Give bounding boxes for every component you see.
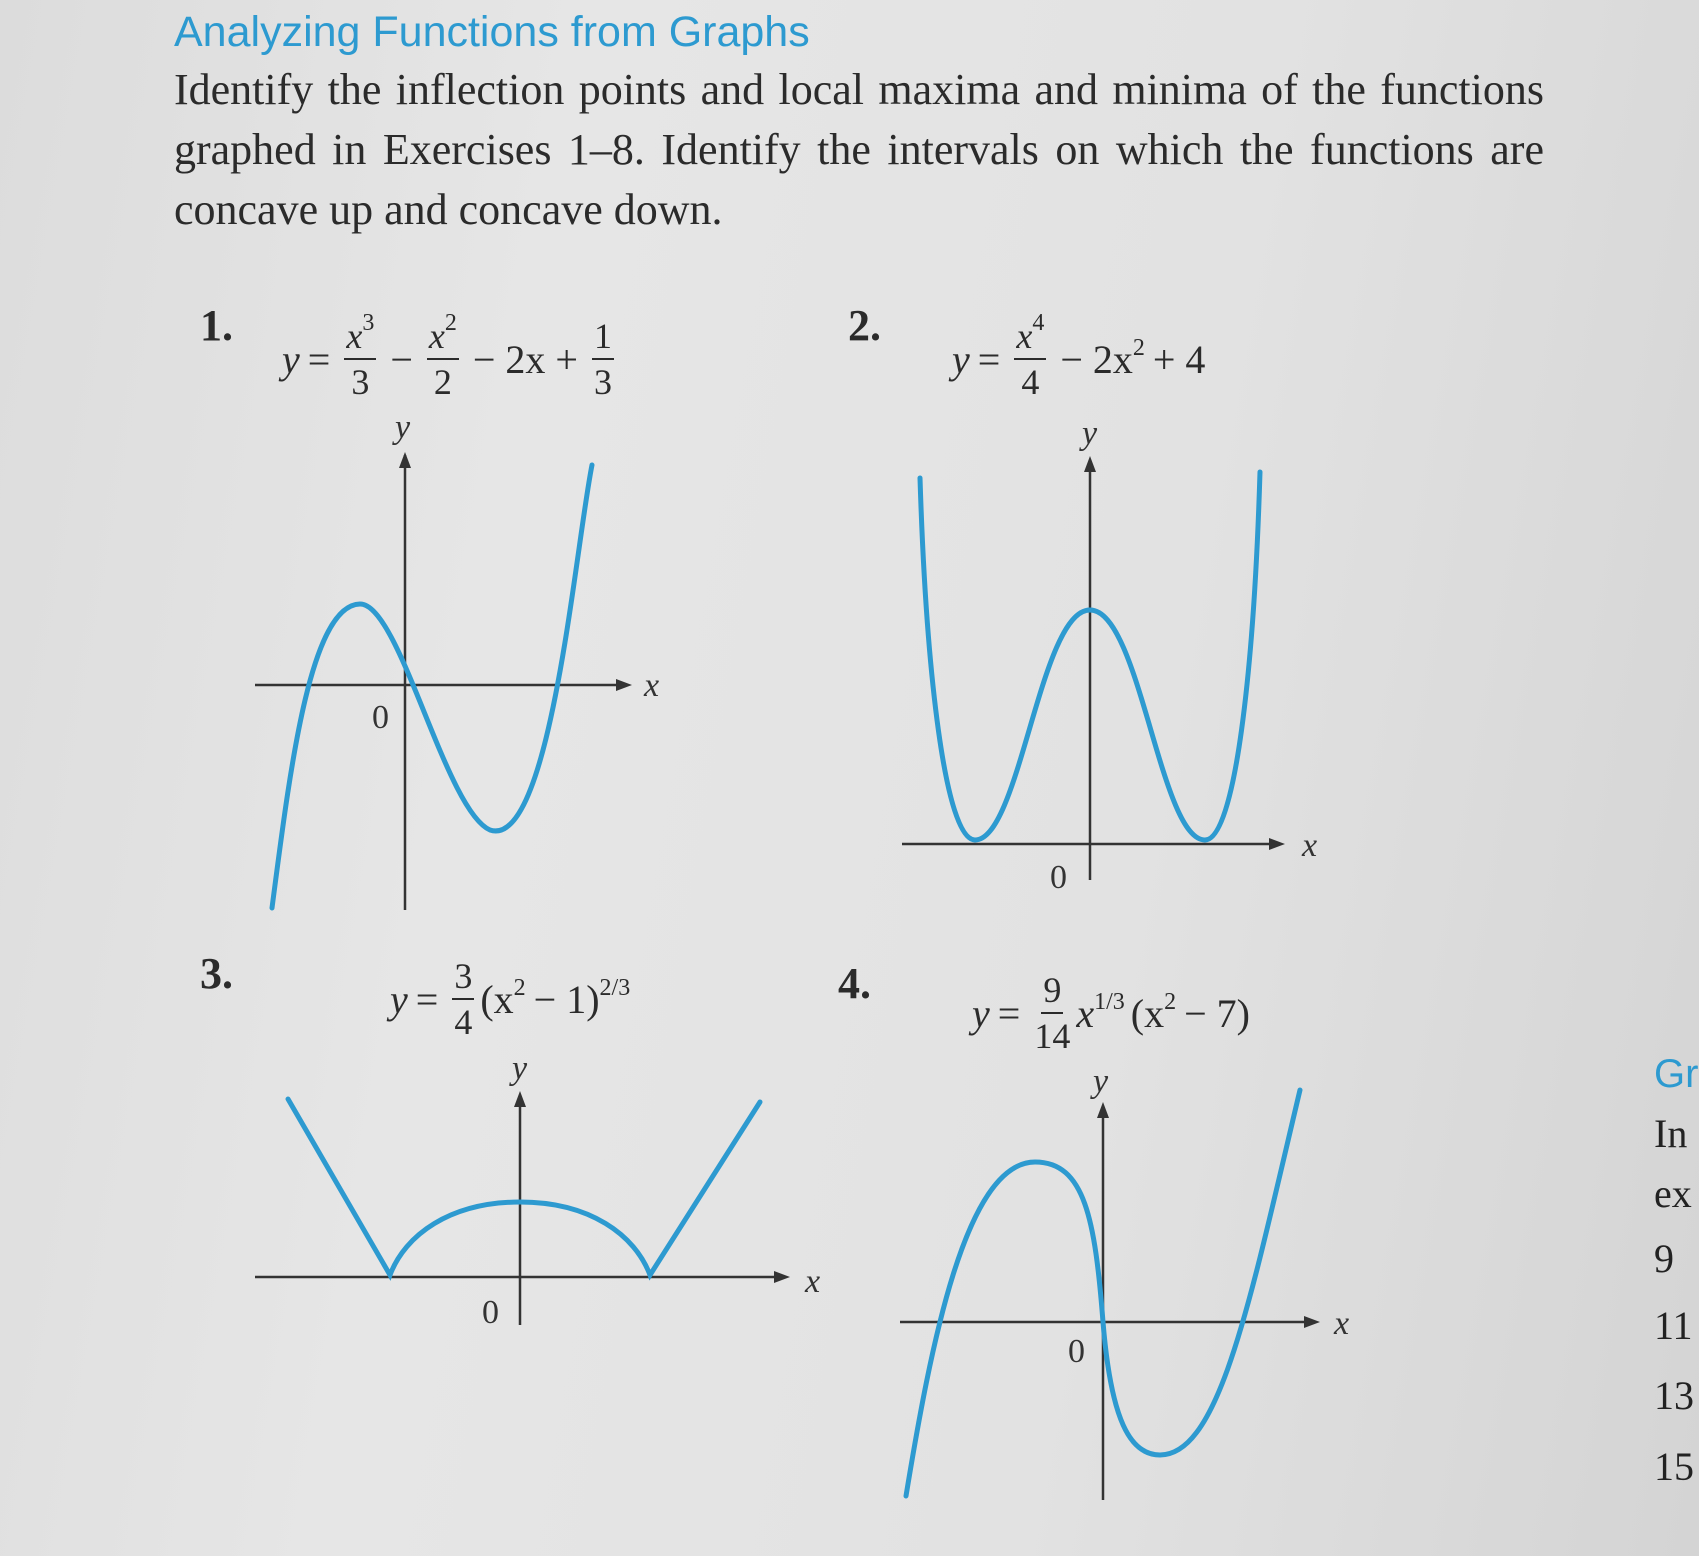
x-axis-label: x <box>1334 1305 1350 1342</box>
origin-label: 0 <box>1050 859 1067 896</box>
equation-1: y = $\frac{x^3}{3}$ − $\frac{x^2}{2}$ − 2x + $\frac{1}{3}$ <box>282 310 612 402</box>
x-axis-label: x <box>1302 827 1318 864</box>
function-curve-3 <box>288 1099 760 1275</box>
section-heading: Analyzing Functions from Graphs <box>174 8 810 56</box>
y-axis-label: y <box>1093 1063 1109 1100</box>
origin-label: 0 <box>372 699 389 736</box>
x-axis-label: x <box>805 1263 821 1300</box>
origin-label: 0 <box>1068 1333 1085 1370</box>
x-axis-arrow <box>1304 1316 1320 1328</box>
y-axis-label: y <box>395 409 411 446</box>
equation-3: y = $\frac{3}{4}$ ($x^2$ − 1)$^{2/3}$ <box>390 956 631 1042</box>
side-text-number-2: 11 <box>1654 1303 1693 1348</box>
side-text-number-1: 9 <box>1654 1236 1674 1281</box>
origin-label: 0 <box>482 1294 499 1331</box>
side-text-line-1: In <box>1654 1111 1688 1156</box>
function-curve-1 <box>272 465 592 908</box>
x-axis-arrow <box>616 679 632 691</box>
x-axis-arrow <box>1269 838 1285 850</box>
side-text-number-4: 15 <box>1654 1444 1694 1489</box>
equation-2: y = $\frac{x^4}{4}$ − $2x^2$ + 4 <box>952 310 1206 402</box>
x-axis-arrow <box>774 1271 790 1283</box>
x-axis-label: x <box>644 667 660 704</box>
side-text-heading: Gr <box>1654 1052 1699 1096</box>
exercise-number-3: 3. <box>200 949 233 998</box>
y-axis-arrow <box>514 1091 526 1107</box>
side-text-line-2: ex <box>1654 1171 1692 1216</box>
y-axis-arrow <box>1084 456 1096 472</box>
graph-4 <box>890 1060 1360 1510</box>
graph-3 <box>250 1045 830 1335</box>
y-axis-arrow <box>1097 1102 1109 1118</box>
y-axis-label: y <box>512 1050 528 1087</box>
side-text-number-3: 13 <box>1654 1373 1694 1418</box>
y-axis-arrow <box>399 452 411 468</box>
graph-2 <box>890 410 1330 910</box>
equation-4: y = $\frac{9}{14}$ $x^{1/3}$ ($x^2$ − 7) <box>972 970 1250 1056</box>
exercise-number-2: 2. <box>848 301 881 350</box>
graph-1 <box>250 410 690 920</box>
y-axis-label: y <box>1082 415 1098 452</box>
instructions-paragraph: Identify the inflection points and local maxima and minima of the functions graphed in Exercises 1–8. Identify the intervals on which the functions are concave up and concave down. <box>174 65 1544 234</box>
exercise-number-4: 4. <box>838 959 871 1008</box>
exercise-number-1: 1. <box>200 301 233 350</box>
